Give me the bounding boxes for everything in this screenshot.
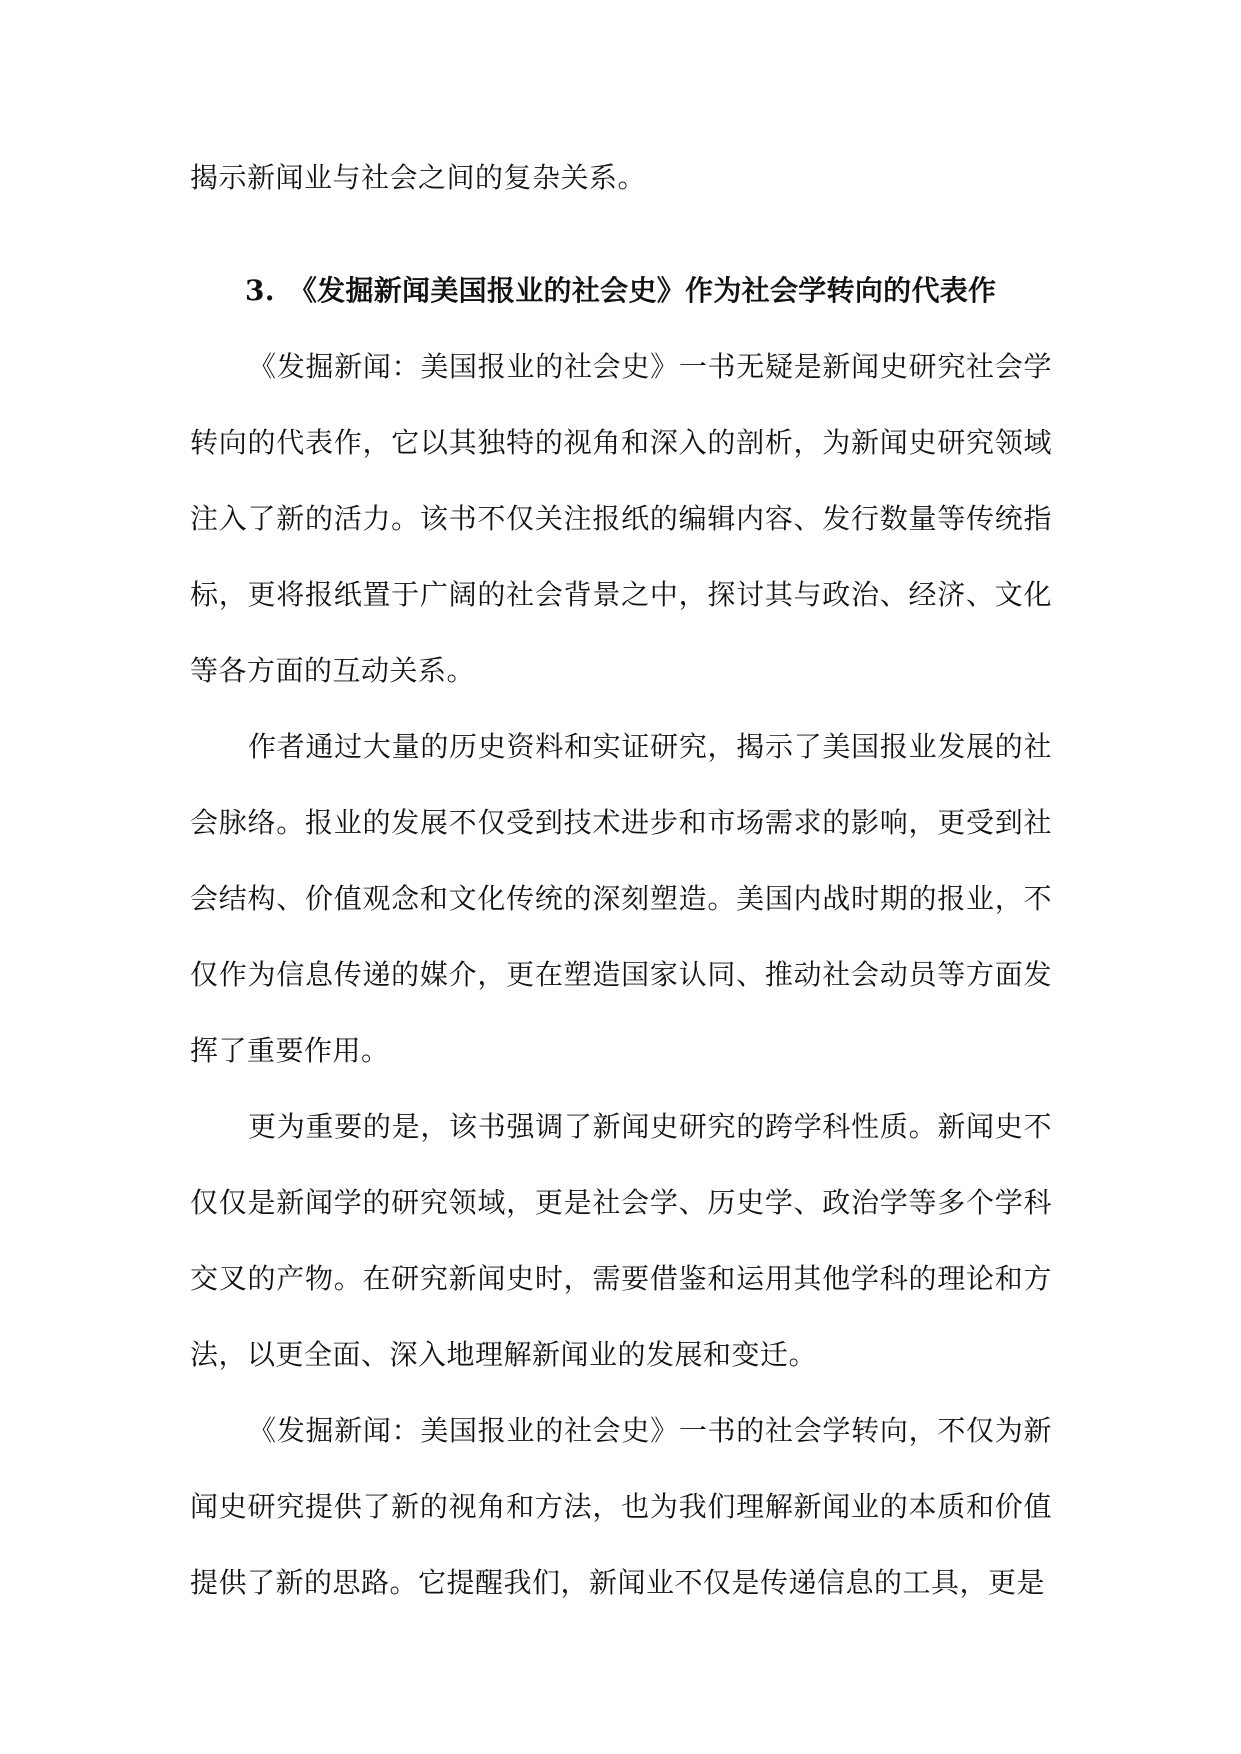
continuation-paragraph: 揭示新闻业与社会之间的复杂关系。	[190, 161, 647, 194]
body-paragraph-1: 《发掘新闻：美国报业的社会史》一书无疑是新闻史研究社会学转向的代表作，它以其独特的视角和深入的剖析，为新闻史研究领域注入了新的活力。该书不仅关注报纸的编辑内容、发行数量等传统指标，更将报纸置于广阔的社会背景之中，探讨其与政治、经济、文化等各方面的互动关系。	[190, 350, 1052, 687]
body-paragraph-3: 更为重要的是，该书强调了新闻史研究的跨学科性质。新闻史不仅仅是新闻学的研究领域，更是社会学、历史学、政治学等多个学科交叉的产物。在研究新闻史时，需要借鉴和运用其他学科的理论和方法，以更全面、深入地理解新闻业的发展和变迁。	[190, 1110, 1052, 1371]
body-paragraph-4: 《发掘新闻：美国报业的社会史》一书的社会学转向，不仅为新闻史研究提供了新的视角和方法，也为我们理解新闻业的本质和价值提供了新的思路。它提醒我们，新闻业不仅是传递信息的工具，更是	[190, 1414, 1052, 1599]
section-number: 3.	[245, 274, 275, 307]
section-heading	[190, 253, 1052, 329]
body-paragraph-2: 作者通过大量的历史资料和实证研究，揭示了美国报业发展的社会脉络。报业的发展不仅受到技术进步和市场需求的影响，更受到社会结构、价值观念和文化传统的深刻塑造。美国内战时期的报业，不仅作为信息传递的媒介，更在塑造国家认同、推动社会动员等方面发挥了重要作用。	[190, 730, 1052, 1067]
section-title: 《发掘新闻美国报业的社会史》作为社会学转向的代表作	[288, 274, 997, 307]
page-body	[190, 140, 1052, 1621]
